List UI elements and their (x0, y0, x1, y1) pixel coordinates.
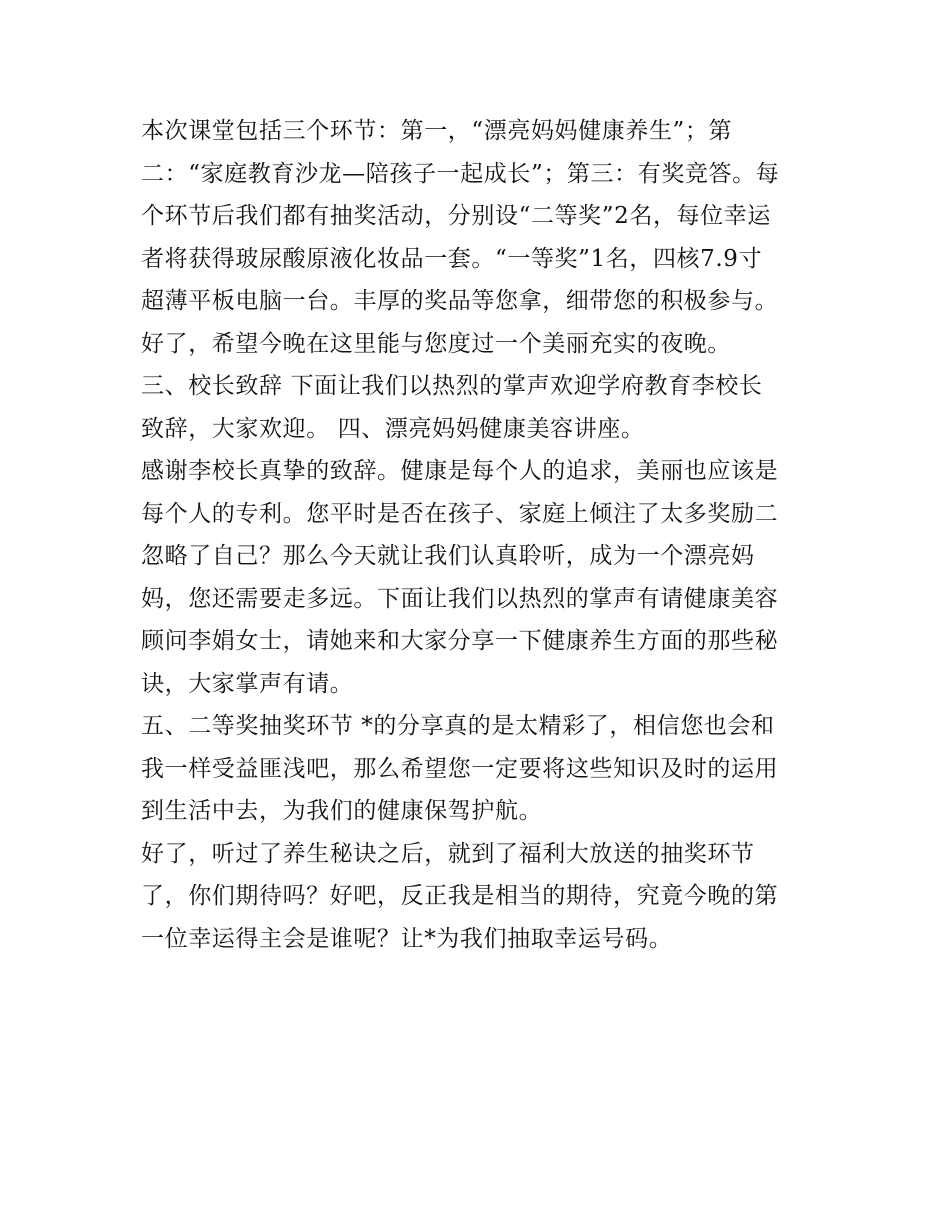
text-line: 致辞，大家欢迎。 四、漂亮妈妈健康美容讲座。 (141, 415, 645, 442)
text-line: 每个人的专利。您平时是否在孩子、家庭上倾注了太多奖励二 (141, 500, 779, 527)
paragraph-second-prize-draw (141, 705, 813, 833)
text-line: 了，你们期待吗？好吧，反正我是相当的期待，究竟今晚的第 (141, 883, 779, 909)
paragraph-beauty-lecture (141, 450, 813, 705)
text-line: 我一样受益匪浅吧，那么希望您一定要将这些知识及时的运用 (141, 755, 779, 782)
text-line: 好了，听过了养生秘诀之后，就到了福利大放送的抽奖环节 (141, 840, 755, 867)
paragraph-lottery-intro (141, 833, 813, 961)
text-line: 三、校长致辞 下面让我们以热烈的掌声欢迎学府教育李校长 (141, 373, 763, 399)
text-line: 到生活中去，为我们的健康保驾护航。 (141, 798, 543, 824)
text-line: 超薄平板电脑一台。丰厚的奖品等您拿，细带您的积极参与。 (141, 288, 779, 314)
text-line: 二：“家庭教育沙龙—陪孩子一起成长”；第三：有奖竞答。每 (141, 160, 780, 187)
text-line: 妈，您还需要走多远。下面让我们以热烈的掌声有请健康美容 (141, 585, 779, 612)
document-body (141, 110, 813, 960)
text-line: 好了，希望今晚在这里能与您度过一个美丽充实的夜晚。 (141, 330, 731, 357)
paragraph-course-intro (141, 110, 813, 365)
text-line: 感谢李校长真挚的致辞。健康是每个人的追求，美丽也应该是 (141, 458, 779, 484)
text-line: 一位幸运得主会是谁呢？让*为我们抽取幸运号码。 (141, 925, 673, 952)
text-line: 顾问李娟女士，请她来和大家分享一下健康养生方面的那些秘 (141, 628, 779, 654)
text-line: 忽略了自己？那么今天就让我们认真聆听，成为一个漂亮妈 (141, 543, 755, 569)
paragraph-principal-speech (141, 365, 813, 450)
text-line: 五、二等奖抽奖环节 *的分享真的是太精彩了，相信您也会和 (141, 713, 775, 739)
text-line: 者将获得玻尿酸原液化妆品一套。“一等奖”1名，四核7.9寸 (141, 245, 763, 272)
text-line: 本次课堂包括三个环节：第一，“漂亮妈妈健康养生”；第 (141, 118, 733, 144)
text-line: 诀，大家掌声有请。 (141, 670, 354, 697)
text-line: 个环节后我们都有抽奖活动，分别设“二等奖”2名，每位幸运 (141, 203, 771, 229)
